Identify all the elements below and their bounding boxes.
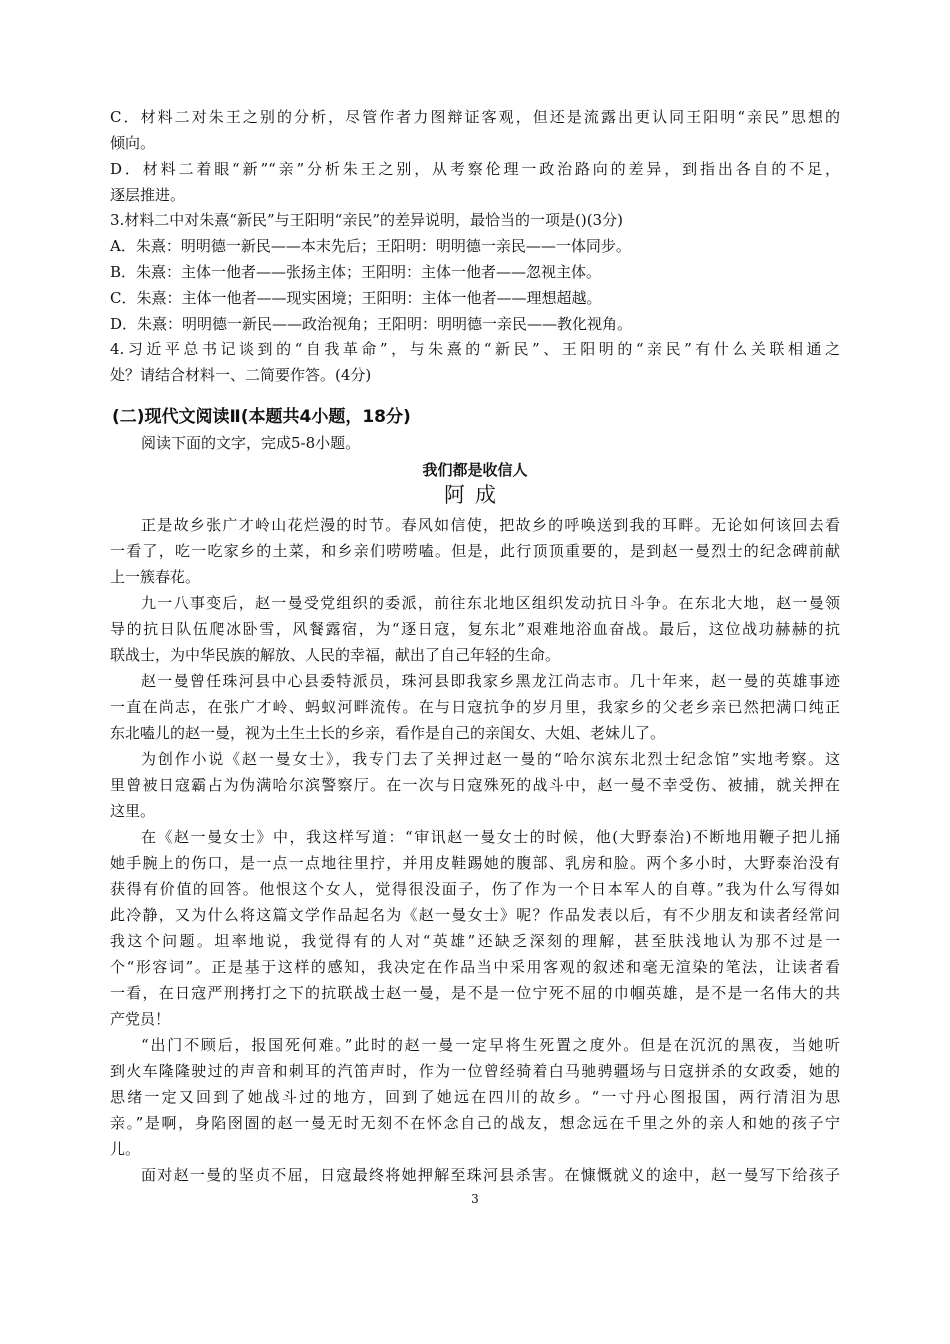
article-author: 阿成 — [444, 483, 506, 507]
page-number: 3 — [471, 1192, 479, 1206]
article-line: 个“形容词”。正是基于这样的感知，我决定在作品当中采用客观的叙述和毫无渲染的笔法，让读者看 — [110, 958, 840, 976]
article-line: 在《赵一曼女士》中，我这样写道：“审讯赵一曼女士的时候，他(大野泰治)不断地用鞭子把儿捅 — [141, 828, 840, 846]
article-line: 一看了，吃一吃家乡的土菜，和乡亲们唠唠嗑。但是，此行顶顶重要的，是到赵一曼烈士的纪念碑前献 — [110, 542, 840, 560]
article-line: 亲。”是啊，身陷囹圄的赵一曼无时无刻不在怀念自己的战友，想念远在千里之外的亲人和她的孩子宁 — [110, 1114, 840, 1132]
article-line: 东北嗑儿的赵一曼，视为土生土长的乡亲，看作是自己的亲闺女、大姐、老妹儿了。 — [110, 724, 666, 742]
article-line: 产党员！ — [110, 1010, 171, 1028]
article-line: 儿。 — [110, 1140, 141, 1158]
article-line: 我这个问题。坦率地说，我觉得有的人对“英雄”还缺乏深刻的理解，甚至肤浅地认为那不过是一 — [110, 932, 840, 950]
article-line: 一看，在日寇严刑拷打之下的抗联战士赵一曼，是不是一位宁死不屈的巾帼英雄，是不是一名伟大的共 — [110, 984, 840, 1002]
question-2-option-c-line-1: C．材料二对朱王之别的分析，尽管作者力图辩证客观，但还是流露出更认同王阳明“亲民”思想的 — [110, 108, 840, 126]
article-line: 思绪一定又回到了她战斗过的地方，回到了她远在四川的故乡。“一寸丹心图报国，两行清泪为思 — [110, 1088, 840, 1106]
article-line: 此冷静，又为什么将这篇文学作品起名为《赵一曼女士》呢？作品发表以后，有不少朋友和读者经常问 — [110, 906, 840, 924]
article-line: 联战士，为中华民族的解放、人民的幸福，献出了自己年轻的生命。 — [110, 646, 561, 664]
article-line: 上一簇春花。 — [110, 568, 201, 586]
question-3-stem: 3.材料二中对朱熹“新民”与王阳明“亲民”的差异说明，最恰当的一项是()(3分) — [110, 211, 623, 229]
section-instruction: 阅读下面的文字，完成5-8小题。 — [141, 434, 361, 452]
section-heading: (二)现代文阅读Ⅱ(本题共4小题，18分) — [112, 407, 411, 427]
article-line: 赵一曼曾任珠河县中心县委特派员，珠河县即我家乡黑龙江尚志市。几十年来，赵一曼的英雄事迹 — [141, 672, 840, 690]
question-4-line-2: 处？请结合材料一、二简要作答。(4分) — [110, 366, 372, 384]
article-line: 导的抗日队伍爬冰卧雪，风餐露宿，为“逐日寇，复东北”艰难地浴血奋战。最后，这位战功赫赫的抗 — [110, 620, 840, 638]
article-line: 她手腕上的伤口，是一点一点地往里拧，并用皮鞋踢她的腹部、乳房和脸。两个多小时，大野泰治没有 — [110, 854, 840, 872]
question-2-option-c-line-2: 倾向。 — [110, 134, 156, 152]
article-line: 九一八事变后，赵一曼受党组织的委派，前往东北地区组织发动抗日斗争。在东北大地，赵一曼领 — [141, 594, 840, 612]
article-line: 一直在尚志，在张广才岭、蚂蚁河畔流传。在与日寇抗争的岁月里，我家乡的父老乡亲已然把满口纯正 — [110, 698, 840, 716]
question-2-option-d-line-2: 逐层推进。 — [110, 186, 186, 204]
question-3-option-c: C．朱熹：主体一他者——现实困境；王阳明：主体一他者——理想超越。 — [110, 289, 602, 307]
question-3-option-b: B．朱熹：主体一他者——张扬主体；王阳明：主体一他者——忽视主体。 — [110, 263, 602, 281]
article-line: 获得有价值的回答。他恨这个女人，觉得很没面子，伤了作为一个日本军人的自尊。”我为什么写得如 — [110, 880, 840, 898]
question-3-option-a: A．朱熹：明明德一新民——本末先后；王阳明：明明德一亲民——一体同步。 — [110, 237, 631, 255]
question-3-option-d: D．朱熹：明明德一新民——政治视角；王阳明：明明德一亲民——教化视角。 — [110, 315, 633, 333]
question-2-option-d-line-1: D．材料二着眼“新”“亲”分析朱王之别，从考察伦理一政治路向的差异，到指出各自的不足， — [110, 160, 840, 178]
article-line: “出门不顾后，报国死何难。”此时的赵一曼一定早将生死置之度外。但是在沉沉的黑夜，当她听 — [141, 1036, 840, 1054]
question-4-line-1: 4.习近平总书记谈到的“自我革命”，与朱熹的“新民”、王阳明的“亲民”有什么关联相通之 — [110, 340, 840, 358]
article-line: 面对赵一曼的坚贞不屈，日寇最终将她押解至珠河县杀害。在慷慨就义的途中，赵一曼写下给孩子 — [141, 1166, 840, 1184]
article-line: 到火车隆隆驶过的声音和刺耳的汽笛声时，作为一位曾经骑着白马驰骋疆场与日寇拼杀的女政委，她的 — [110, 1062, 840, 1080]
article-line: 为创作小说《赵一曼女士》，我专门去了关押过赵一曼的“哈尔滨东北烈士纪念馆”实地考察。这 — [141, 750, 840, 768]
article-line: 正是故乡张广才岭山花烂漫的时节。春风如信使，把故乡的呼唤送到我的耳畔。无论如何该回去看 — [141, 516, 840, 534]
article-line: 里曾被日寇霸占为伪满哈尔滨警察厅。在一次与日寇殊死的战斗中，赵一曼不幸受伤、被捕，就关押在 — [110, 776, 840, 794]
article-title: 我们都是收信人 — [422, 461, 528, 479]
article-line: 这里。 — [110, 802, 156, 820]
